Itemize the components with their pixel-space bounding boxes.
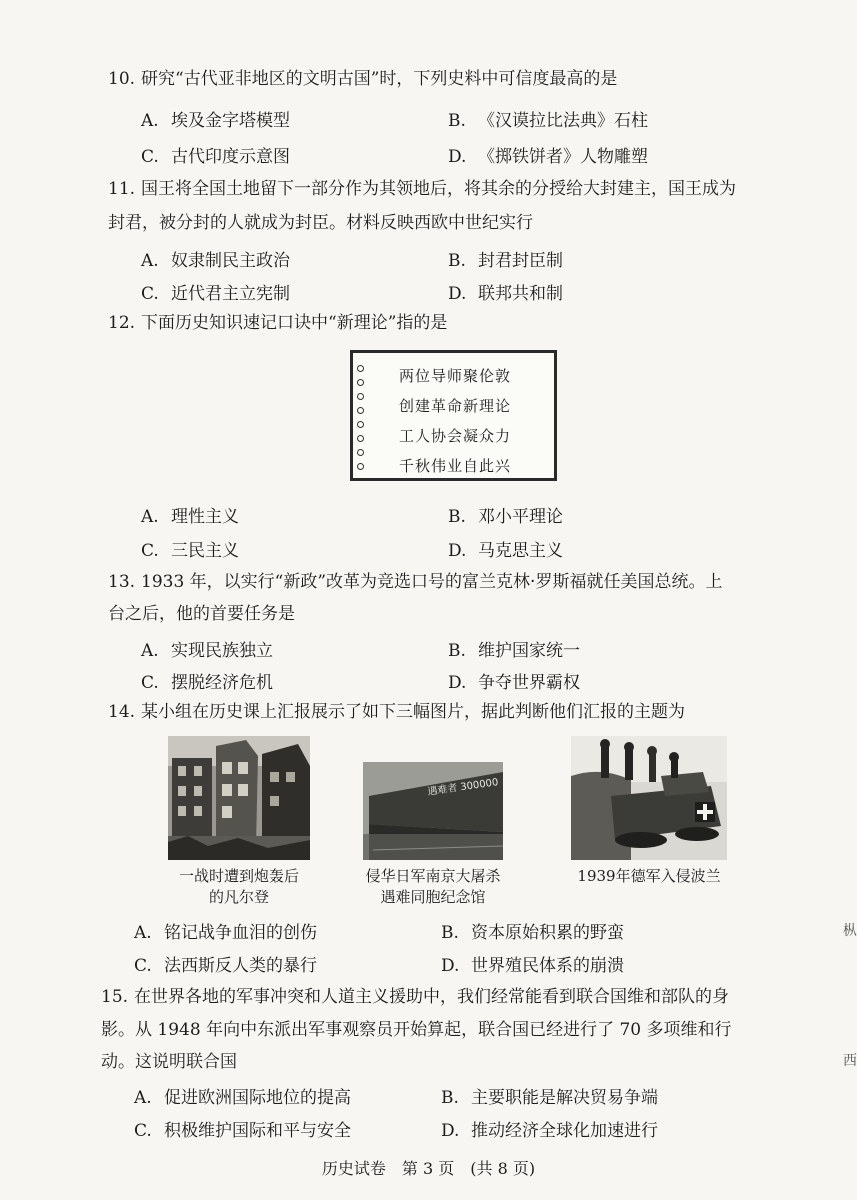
option-letter: C. bbox=[134, 956, 152, 976]
caption-line: 遇难同胞纪念馆 bbox=[380, 888, 486, 906]
binder-ring bbox=[357, 407, 364, 414]
question-stem-line-2: 台之后，他的首要任务是 bbox=[108, 604, 295, 624]
mnemonic-line: 工人协会凝众力 bbox=[399, 427, 512, 445]
question-number: 12. bbox=[108, 313, 136, 333]
option-text: 封君封臣制 bbox=[478, 251, 563, 271]
question-number: 11. bbox=[108, 179, 136, 199]
option-b[interactable] bbox=[448, 106, 648, 131]
option-c[interactable] bbox=[134, 951, 317, 976]
option-d[interactable] bbox=[448, 536, 563, 561]
option-d[interactable] bbox=[441, 951, 624, 976]
binder-ring bbox=[357, 379, 364, 386]
question-number: 10. bbox=[108, 69, 136, 89]
option-letter: B. bbox=[441, 1088, 459, 1108]
question-stem-line-1: 在世界各地的军事冲突和人道主义援助中，我们经常能看到联合国维和部队的身 bbox=[134, 987, 729, 1007]
question-stem: 某小组在历史课上汇报展示了如下三幅图片，据此判断他们汇报的主题为 bbox=[141, 702, 685, 722]
question-number: 13. bbox=[108, 572, 136, 592]
option-c[interactable] bbox=[141, 279, 290, 304]
edge-mark: 西 bbox=[843, 1053, 857, 1069]
question-stem-line-3: 动。这说明联合国 bbox=[101, 1052, 237, 1072]
option-text: 世界殖民体系的崩溃 bbox=[471, 956, 624, 976]
option-c[interactable] bbox=[141, 536, 239, 561]
option-text: 铭记战争血泪的创伤 bbox=[164, 923, 317, 943]
option-letter: B. bbox=[441, 923, 459, 943]
question-stem-line-2: 封君，被分封的人就成为封臣。材料反映西欧中世纪实行 bbox=[108, 213, 533, 233]
verdun-caption bbox=[160, 866, 318, 908]
verdun-ruins-image bbox=[168, 736, 310, 860]
option-letter: C. bbox=[141, 541, 159, 561]
mnemonic-line: 千秋伟业自此兴 bbox=[399, 457, 512, 475]
option-text: 三民主义 bbox=[171, 541, 239, 561]
question-stem: 下面历史知识速记口诀中“新理论”指的是 bbox=[141, 313, 448, 333]
option-text: 摆脱经济危机 bbox=[171, 673, 273, 693]
verdun-ruins-photo bbox=[168, 736, 310, 860]
option-text: 埃及金字塔模型 bbox=[171, 111, 290, 131]
option-d[interactable] bbox=[448, 279, 563, 304]
option-a[interactable] bbox=[141, 502, 239, 527]
option-d[interactable] bbox=[448, 668, 580, 693]
caption-line: 侵华日军南京大屠杀 bbox=[365, 867, 501, 885]
option-a[interactable] bbox=[141, 636, 273, 661]
option-letter: B. bbox=[448, 641, 466, 661]
option-letter: C. bbox=[134, 1121, 152, 1141]
option-b[interactable] bbox=[448, 636, 580, 661]
edge-mark: 枞 bbox=[843, 923, 857, 939]
option-letter: D. bbox=[441, 1121, 460, 1141]
option-b[interactable] bbox=[441, 1083, 658, 1108]
option-c[interactable] bbox=[134, 1116, 351, 1141]
option-text: 马克思主义 bbox=[478, 541, 563, 561]
option-text: 古代印度示意图 bbox=[171, 147, 290, 167]
option-a[interactable] bbox=[141, 106, 290, 131]
question-stem-line-1: 国王将全国土地留下一部分作为其领地后，将其余的分授给大封建主，国王成为 bbox=[141, 179, 736, 199]
binder-ring bbox=[357, 421, 364, 428]
option-c[interactable] bbox=[141, 668, 273, 693]
option-text: 资本原始积累的野蛮 bbox=[471, 923, 624, 943]
nanjing-caption bbox=[352, 866, 514, 908]
option-text: 争夺世界霸权 bbox=[478, 673, 580, 693]
caption-line: 的凡尔登 bbox=[208, 888, 269, 906]
option-a[interactable] bbox=[134, 918, 317, 943]
question-number: 14. bbox=[108, 702, 136, 722]
binder-ring bbox=[357, 365, 364, 372]
page-footer: 历史试卷 第 3 页 (共 8 页) bbox=[321, 1159, 536, 1178]
mnemonic-box bbox=[350, 350, 557, 481]
question-stem-line-1: 1933 年，以实行“新政”改革为竞选口号的富兰克林·罗斯福就任美国总统。上 bbox=[141, 572, 723, 592]
caption-line: 1939年德军入侵波兰 bbox=[577, 867, 721, 885]
option-text: 《掷铁饼者》人物雕塑 bbox=[478, 147, 648, 167]
option-letter: D. bbox=[448, 147, 467, 167]
option-text: 促进欧洲国际地位的提高 bbox=[164, 1088, 351, 1108]
option-letter: A. bbox=[141, 251, 159, 271]
option-text: 实现民族独立 bbox=[171, 641, 273, 661]
option-letter: A. bbox=[141, 507, 159, 527]
question-stem-line-2: 影。从 1948 年向中东派出军事观察员开始算起，联合国已经进行了 70 多项维和行 bbox=[101, 1020, 732, 1040]
mnemonic-line: 两位导师聚伦敦 bbox=[399, 367, 512, 385]
option-text: 邓小平理论 bbox=[478, 507, 563, 527]
nanjing-memorial-photo bbox=[363, 762, 503, 860]
question-stem: 研究“古代亚非地区的文明古国”时，下列史料中可信度最高的是 bbox=[141, 69, 618, 89]
bleed-through bbox=[345, 107, 361, 130]
option-letter: D. bbox=[448, 673, 467, 693]
option-letter: A. bbox=[134, 1088, 152, 1108]
option-b[interactable] bbox=[441, 918, 624, 943]
option-letter: B. bbox=[448, 251, 466, 271]
option-text: 近代君主立宪制 bbox=[171, 284, 290, 304]
binder-ring bbox=[357, 393, 364, 400]
option-text: 奴隶制民主政治 bbox=[171, 251, 290, 271]
option-text: 推动经济全球化加速进行 bbox=[471, 1121, 658, 1141]
option-b[interactable] bbox=[448, 502, 563, 527]
option-letter: D. bbox=[441, 956, 460, 976]
option-letter: B. bbox=[448, 507, 466, 527]
poland-caption bbox=[563, 866, 735, 887]
binder-ring bbox=[357, 463, 364, 470]
option-a[interactable] bbox=[134, 1083, 351, 1108]
question-number: 15. bbox=[101, 987, 129, 1007]
option-text: 联邦共和制 bbox=[478, 284, 563, 304]
option-letter: C. bbox=[141, 673, 159, 693]
option-text: 维护国家统一 bbox=[478, 641, 580, 661]
option-letter: A. bbox=[134, 923, 152, 943]
option-letter: A. bbox=[141, 641, 159, 661]
mnemonic-line: 创建革命新理论 bbox=[399, 397, 512, 415]
option-b[interactable] bbox=[448, 246, 563, 271]
option-letter: C. bbox=[141, 147, 159, 167]
option-text: 《汉谟拉比法典》石柱 bbox=[478, 111, 648, 131]
option-d[interactable] bbox=[441, 1116, 658, 1141]
option-letter: A. bbox=[141, 111, 159, 131]
invasion-poland-photo bbox=[571, 736, 727, 860]
option-letter: B. bbox=[448, 111, 466, 131]
option-text: 法西斯反人类的暴行 bbox=[164, 956, 317, 976]
option-text: 积极维护国际和平与安全 bbox=[164, 1121, 351, 1141]
option-text: 理性主义 bbox=[171, 507, 239, 527]
option-text: 主要职能是解决贸易争端 bbox=[471, 1088, 658, 1108]
option-a[interactable] bbox=[141, 246, 290, 271]
memorial-inscription: 遇难者 300000 bbox=[426, 777, 500, 798]
option-letter: D. bbox=[448, 284, 467, 304]
option-c[interactable] bbox=[141, 142, 290, 167]
option-letter: D. bbox=[448, 541, 467, 561]
caption-line: 一战时遭到炮轰后 bbox=[178, 867, 299, 885]
invasion-poland-image bbox=[571, 736, 727, 860]
option-letter: C. bbox=[141, 284, 159, 304]
binder-ring bbox=[357, 449, 364, 456]
binder-ring bbox=[357, 435, 364, 442]
option-d[interactable] bbox=[448, 142, 648, 167]
